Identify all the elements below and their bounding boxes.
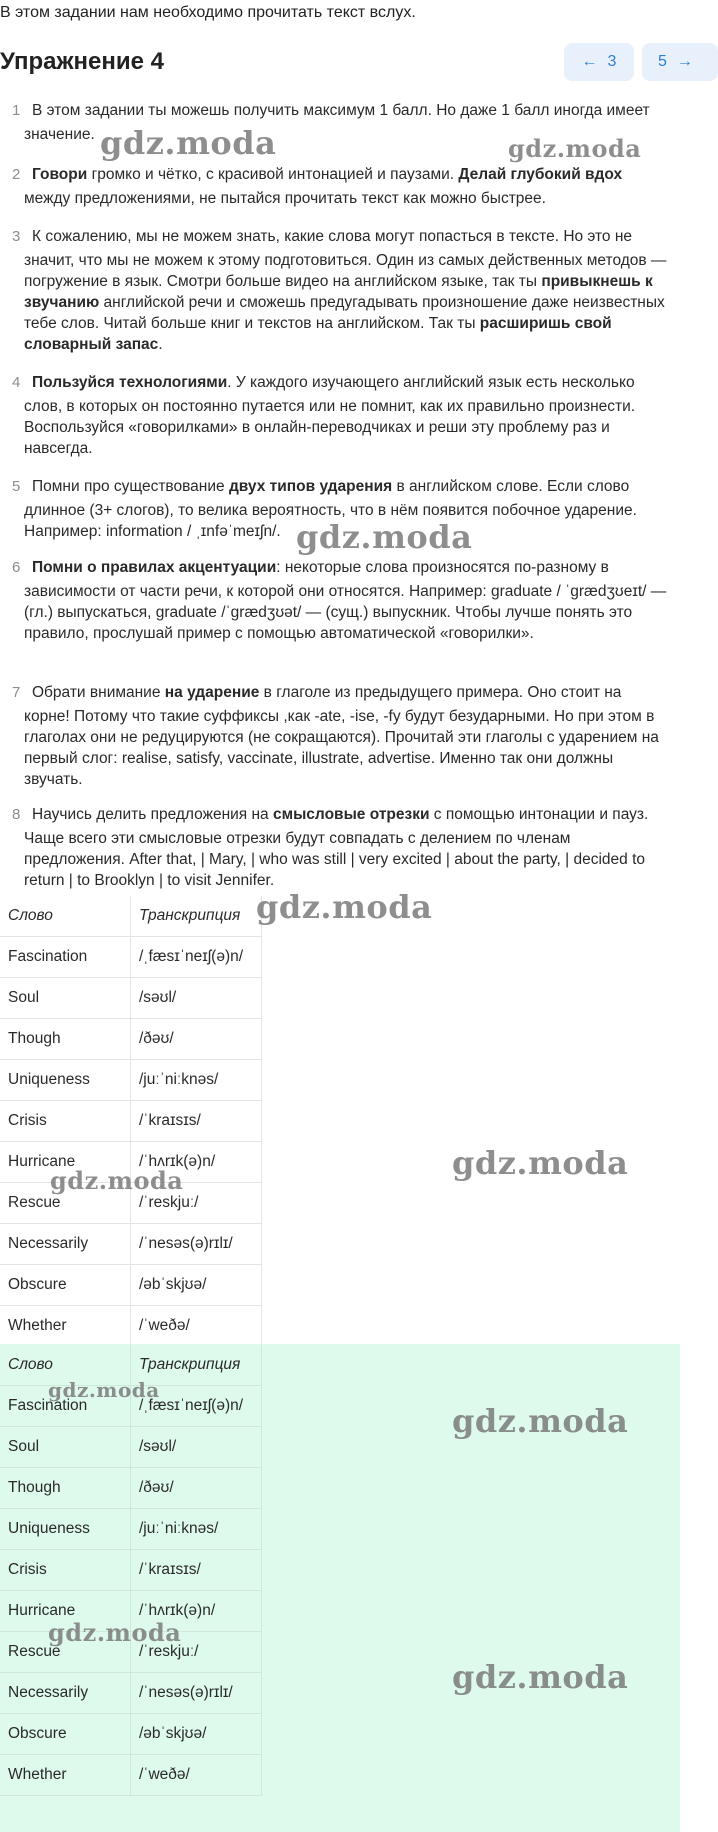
watermark: gdz.moda (452, 1144, 629, 1182)
transcription-cell: /juːˈniːknəs/ (131, 1060, 262, 1101)
column-header-transcription: Транскрипция (131, 896, 262, 937)
watermark: gdz.moda (50, 1166, 184, 1195)
word-cell: Necessarily (0, 1224, 131, 1265)
word-cell: Crisis (0, 1101, 131, 1142)
word-cell: Rescue (0, 1632, 131, 1673)
word-cell: Hurricane (0, 1142, 131, 1183)
word-cell: Uniqueness (0, 1509, 131, 1550)
table-row (0, 1468, 262, 1509)
table-body (0, 937, 262, 1347)
step-text: Пользуйся технологиями. У каждого изучающего английский язык есть несколько (32, 374, 635, 391)
column-header-transcription: Транскрипция (131, 1345, 262, 1386)
word-transcription-table (0, 896, 262, 1347)
watermark: gdz.moda (452, 1402, 629, 1440)
word-cell: Necessarily (0, 1673, 131, 1714)
word-cell: Fascination (0, 937, 131, 978)
transcription-cell: /ˈreskjuː/ (131, 1183, 262, 1224)
word-cell: Fascination (0, 1386, 131, 1427)
transcription-cell: /əbˈskjʊə/ (131, 1265, 262, 1306)
watermark: gdz.moda (508, 134, 642, 163)
word-cell: Obscure (0, 1265, 131, 1306)
step-text: Научись делить предложения на смысловые отрезки с помощью интонации и пауз. (32, 806, 649, 823)
transcription-cell: /ðəʊ/ (131, 1019, 262, 1060)
table-row (0, 1101, 262, 1142)
step-number: 8 (12, 806, 21, 823)
next-exercise-button[interactable] (642, 43, 718, 81)
transcription-cell: /ˌfæsɪˈneɪʃ(ə)n/ (131, 937, 262, 978)
word-cell: Crisis (0, 1550, 131, 1591)
word-cell: Whether (0, 1306, 131, 1347)
word-cell: Hurricane (0, 1591, 131, 1632)
column-header-word: Слово (0, 1345, 131, 1386)
transcription-cell: /ˌfæsɪˈneɪʃ(ə)n/ (131, 1386, 262, 1427)
table-row (0, 1550, 262, 1591)
table-row (0, 1265, 262, 1306)
step-text-continued: между предложениями, не пытайся прочитать текст как можно быстрее. (24, 190, 546, 207)
watermark: gdz.moda (256, 888, 433, 926)
transcription-cell: /ˈkraɪsɪs/ (131, 1101, 262, 1142)
table-row (0, 1224, 262, 1265)
step-number: 7 (12, 684, 21, 701)
transcription-cell: /juːˈniːknəs/ (131, 1509, 262, 1550)
step-number: 5 (12, 478, 21, 495)
transcription-cell: /ˈkraɪsɪs/ (131, 1550, 262, 1591)
step-3 (0, 226, 672, 355)
word-transcription-table-highlighted (0, 1345, 262, 1796)
table-row (0, 1427, 262, 1468)
table-row (0, 1673, 262, 1714)
word-cell: Obscure (0, 1714, 131, 1755)
step-text-continued: зависимости от части речи, к которой они относятся. Например: graduate / ˈɡrædʒʊeɪt/ — (гл.) выпускаться, graduate /ˈɡrædʒʊət/ — (сущ.) выпускник. Чтобы лучше понять это правило, прослушай пример с помощью автоматической «говорилки». (24, 583, 667, 642)
table-row (0, 1509, 262, 1550)
transcription-cell: /səʊl/ (131, 978, 262, 1019)
word-cell: Soul (0, 978, 131, 1019)
step-text-continued: Чаще всего эти смысловые отрезки будут совпадать с делением по членам предложения. After that, | Mary, | who was still | very excited | about the party, | decided to return | to Brooklyn | to visit Jennifer. (24, 830, 645, 889)
step-text-continued: длинное (3+ слогов), то велика вероятность, что в нём появится побочное ударение. Например: information / ˌɪnfəˈmeɪʃn/. (24, 502, 637, 540)
step-text: Обрати внимание на ударение в глаголе из предыдущего примера. Оно стоит на (32, 684, 622, 701)
transcription-cell: /ˈnesəs(ə)rɪlɪ/ (131, 1673, 262, 1714)
watermark: gdz.moda (296, 518, 473, 556)
step-6 (0, 557, 672, 644)
word-cell: Though (0, 1019, 131, 1060)
transcription-cell: /ˈweðə/ (131, 1755, 262, 1796)
table-row (0, 978, 262, 1019)
step-text: Помни про существование двух типов ударения в английском слове. Если слово (32, 478, 630, 495)
step-2 (0, 164, 672, 209)
word-cell: Rescue (0, 1183, 131, 1224)
step-text-continued: значит, что мы не можем к этому подготовиться. Один из самых действенных методов — погружение в язык. Смотри больше видео на английском языке, так ты привыкнешь к звучанию английской речи и сможешь предугадывать произношение даже неизвестных тебе слов. Читай больше книг и текстов на английском. Так ты расширишь свой словарный запас. (24, 252, 667, 353)
step-text-continued: значение. (24, 126, 95, 143)
watermark: gdz.moda (48, 1378, 160, 1402)
column-header-word: Слово (0, 896, 131, 937)
step-number: 6 (12, 559, 21, 576)
transcription-cell: /ˈhʌrɪk(ə)n/ (131, 1142, 262, 1183)
table-header-row (0, 896, 262, 937)
page-title: Упражнение 4 (0, 48, 164, 75)
step-text: Помни о правилах акцентуации: некоторые слова произносятся по-разному в (32, 559, 609, 576)
word-cell: Whether (0, 1755, 131, 1796)
step-number: 2 (12, 166, 21, 183)
step-text-continued: корне! Потому что такие суффиксы ,как -ate, -ise, -fy будут безударными. Но при этом в глаголах они не редуцируются (не сокращаются). Прочитай эти глаголы с ударением на первый слог: realise, satisfy, vaccinate, illustrate, advertise. Именно так они должны звучать. (24, 708, 659, 788)
transcription-cell: /ˈreskjuː/ (131, 1632, 262, 1673)
watermark: gdz.moda (100, 124, 277, 162)
step-text: К сожалению, мы не можем знать, какие слова могут попасться в тексте. Но это не (32, 228, 633, 245)
table-body (0, 1386, 262, 1796)
arrow-right-icon: → (676, 53, 693, 70)
step-4 (0, 372, 672, 459)
intro-text: В этом задании нам необходимо прочитать текст вслух. (0, 4, 416, 21)
word-cell: Though (0, 1468, 131, 1509)
table-row (0, 1019, 262, 1060)
transcription-cell: /ðəʊ/ (131, 1468, 262, 1509)
word-cell: Uniqueness (0, 1060, 131, 1101)
transcription-cell: /səʊl/ (131, 1427, 262, 1468)
transcription-cell: /ˈnesəs(ə)rɪlɪ/ (131, 1224, 262, 1265)
prev-exercise-number: 3 (607, 53, 617, 70)
next-exercise-number: 5 (658, 53, 667, 70)
step-text-continued: слов, в которых он постоянно путается или не помнит, как их правильно произнести. Воспользуйся «говорилками» в онлайн-переводчиках и реши эту проблему раз и навсегда. (24, 398, 636, 457)
table-row (0, 1755, 262, 1796)
step-7 (0, 682, 672, 790)
step-text: Говори громко и чётко, с красивой интонацией и паузами. Делай глубокий вдох (32, 166, 623, 183)
step-number: 3 (12, 228, 21, 245)
step-number: 4 (12, 374, 21, 391)
table-row (0, 1060, 262, 1101)
watermark: gdz.moda (452, 1658, 629, 1696)
prev-exercise-button[interactable] (564, 43, 634, 81)
transcription-cell: /əbˈskjʊə/ (131, 1714, 262, 1755)
table-row (0, 1306, 262, 1347)
step-text: В этом задании ты можешь получить максимум 1 балл. Но даже 1 балл иногда имеет (32, 102, 650, 119)
table-row (0, 937, 262, 978)
word-cell: Soul (0, 1427, 131, 1468)
transcription-cell: /ˈhʌrɪk(ə)n/ (131, 1591, 262, 1632)
watermark: gdz.moda (48, 1618, 182, 1647)
step-number: 1 (12, 102, 21, 119)
step-8 (0, 804, 672, 891)
table-row (0, 1714, 262, 1755)
arrow-left-icon: ← (581, 53, 598, 70)
transcription-cell: /ˈweðə/ (131, 1306, 262, 1347)
